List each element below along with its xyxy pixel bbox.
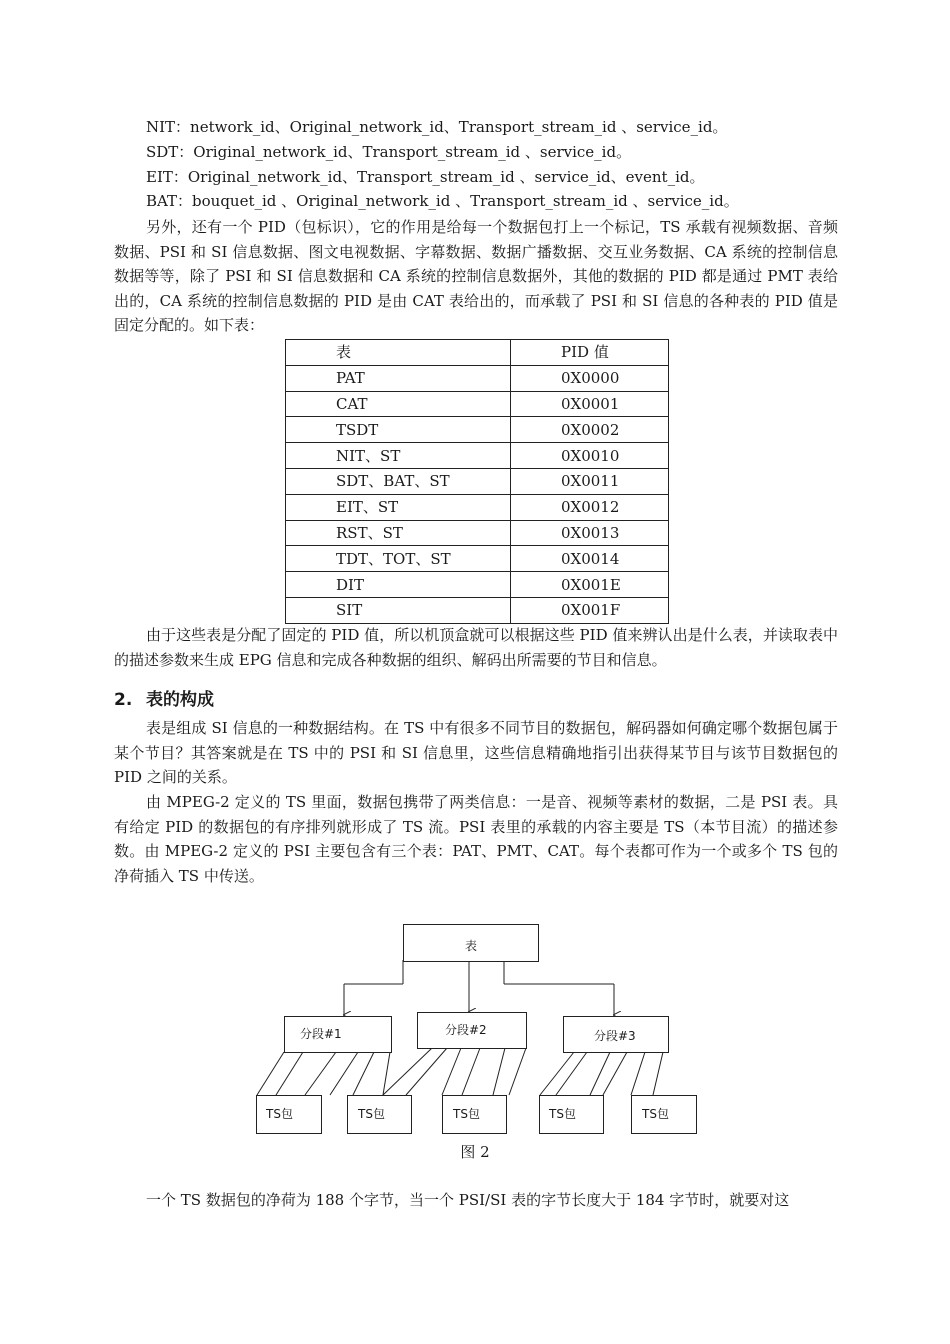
table-cell: 0X0001 — [511, 391, 669, 417]
table-row — [286, 572, 669, 598]
section-paragraph-2 — [114, 790, 838, 888]
table-row — [286, 443, 669, 469]
table-row — [286, 494, 669, 520]
table-cell: SIT — [286, 597, 511, 623]
table-header-cell: 表 — [286, 340, 511, 366]
section-title: 表的构成 — [146, 690, 214, 710]
ts-packet-box — [256, 1095, 322, 1134]
table-cell: 0X0002 — [511, 417, 669, 443]
section-paragraph-1-text: 表是组成 SI 信息的一种数据结构。在 TS 中有很多不同节目的数据包，解码器如何确定哪个数据包属于某个节目？其答案就是在 TS 中的 PSI 和 SI 信息里，这些信息精确地指引出获得某节目与该节目数据包的 PID 之间的关系。 — [114, 719, 838, 787]
table-structure-diagram — [250, 915, 710, 1145]
last-paragraph — [114, 1188, 838, 1213]
section-label: 分段#2 — [445, 1023, 487, 1037]
bat-id-line: BAT：bouquet_id 、Original_network_id 、Transport_stream_id 、service_id。 — [146, 192, 739, 210]
last-paragraph-text: 一个 TS 数据包的净荷为 188 个字节，当一个 PSI/SI 表的字节长度大于 184 字节时，就要对这 — [146, 1191, 790, 1209]
table-cell: 0X0010 — [511, 443, 669, 469]
ts-packet-box — [442, 1095, 507, 1134]
table-row — [286, 365, 669, 391]
table-row — [286, 520, 669, 546]
root-table-label: 表 — [464, 939, 477, 953]
table-cell: RST、ST — [286, 520, 511, 546]
table-cell: 0X0012 — [511, 494, 669, 520]
table-row — [286, 468, 669, 494]
table-cell: PAT — [286, 365, 511, 391]
section-number: 2. — [114, 690, 133, 710]
table-cell: TSDT — [286, 417, 511, 443]
table-cell: SDT、BAT、ST — [286, 468, 511, 494]
ts-packet-label: TS包 — [642, 1107, 669, 1121]
pid-table — [285, 339, 669, 624]
after-table-paragraph — [114, 623, 838, 672]
section-heading — [114, 685, 214, 710]
ts-packet-box — [347, 1095, 412, 1134]
figure-caption: 图 2 — [460, 1143, 490, 1161]
table-row — [286, 417, 669, 443]
ts-packet-label: TS包 — [358, 1107, 385, 1121]
section-box-2 — [417, 1012, 527, 1049]
ts-packet-box — [539, 1095, 604, 1134]
eit-id-line: EIT：Original_network_id、Transport_stream_id 、service_id、event_id。 — [146, 168, 705, 186]
table-row — [286, 391, 669, 417]
table-cell: TDT、TOT、ST — [286, 546, 511, 572]
table-cell: 0X0011 — [511, 468, 669, 494]
table-cell: 0X001F — [511, 597, 669, 623]
table-cell: EIT、ST — [286, 494, 511, 520]
table-cell: 0X0014 — [511, 546, 669, 572]
section-label: 分段#3 — [594, 1029, 636, 1043]
after-table-text: 由于这些表是分配了固定的 PID 值，所以机顶盒就可以根据这些 PID 值来辨认出是什么表，并读取表中的描述参数来生成 EPG 信息和完成各种数据的组织、解码出所需要的节目和信息。 — [114, 626, 838, 669]
sdt-id-line: SDT：Original_network_id、Transport_stream_id 、service_id。 — [146, 143, 632, 161]
pid-intro-text: 另外，还有一个 PID（包标识），它的作用是给每一个数据包打上一个标记，TS 承载有视频数据、音频数据、PSI 和 SI 信息数据、图文电视数据、字幕数据、数据广播数据、交互业务数据、CA 系统的控制信息数据等等，除了 PSI 和 SI 信息数据和 CA 系统的控制信息数据外，其他的数据的 PID 都是通过 PMT 表给出的，CA 系统的控制信息数据的 PID 是由 CAT 表给出的，而承载了 PSI 和 SI 信息的各种表的 PID 值是固定分配的。如下表： — [114, 218, 838, 335]
nit-id-line: NIT：network_id、Original_network_id、Transport_stream_id 、service_id。 — [146, 118, 728, 136]
table-header-row — [286, 340, 669, 366]
ts-packet-label: TS包 — [549, 1107, 576, 1121]
table-header-cell: PID 值 — [511, 340, 669, 366]
ts-packet-box — [631, 1095, 697, 1134]
section-box-3 — [563, 1016, 669, 1053]
table-row — [286, 597, 669, 623]
section-paragraph-1 — [114, 716, 838, 790]
pid-intro-paragraph — [114, 215, 838, 338]
table-cell: NIT、ST — [286, 443, 511, 469]
section-label: 分段#1 — [300, 1027, 342, 1041]
table-cell: DIT — [286, 572, 511, 598]
ts-packet-label: TS包 — [266, 1107, 293, 1121]
section-box-1 — [284, 1016, 392, 1053]
table-cell: CAT — [286, 391, 511, 417]
ts-packet-label: TS包 — [453, 1107, 480, 1121]
table-cell: 0X001E — [511, 572, 669, 598]
root-table-box — [403, 924, 539, 962]
table-row — [286, 546, 669, 572]
table-cell: 0X0013 — [511, 520, 669, 546]
table-cell: 0X0000 — [511, 365, 669, 391]
section-paragraph-2-text: 由 MPEG-2 定义的 TS 里面，数据包携带了两类信息：一是音、视频等素材的数据，二是 PSI 表。具有给定 PID 的数据包的有序排列就形成了 TS 流。PSI 表里的承载的内容主要是 TS（本节目流）的描述参数。由 MPEG-2 定义的 PSI 主要包含有三个表：PAT、PMT、CAT。每个表都可作为一个或多个 TS 包的净荷插入 TS 中传送。 — [114, 793, 838, 885]
